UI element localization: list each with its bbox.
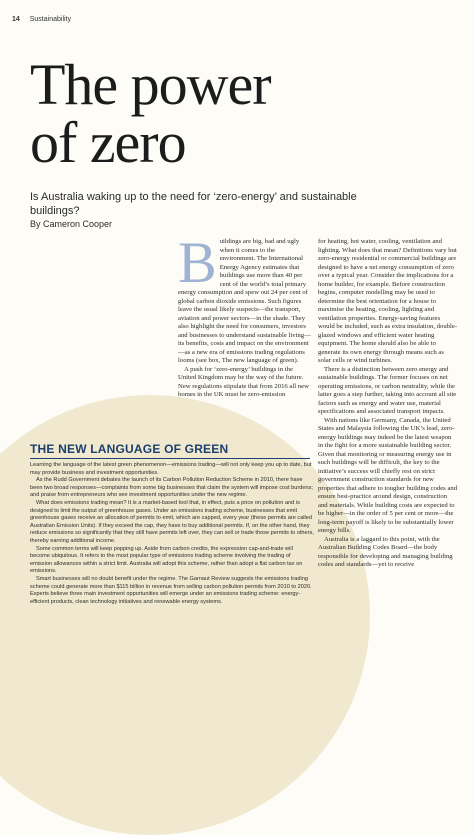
box-heading: THE NEW LANGUAGE OF GREEN: [30, 442, 229, 456]
column-b-paragraph-4: Australia is a laggard to this point, with the Australian Building Codes Board—the body responsible for developing and managing building codes and standards—yet to receive: [318, 535, 453, 568]
box-paragraph-1: Learning the language of the latest green phenomenon—emissions trading—will not only keep you up to date, but may provide business and investment opportunities.: [30, 462, 312, 476]
article-title: [30, 52, 271, 175]
column-b: [318, 238, 458, 570]
box-heading-rule: [30, 458, 310, 459]
column-b-paragraph-2: There is a distinction between zero energy and sustainable buildings. The former focuses on net operating emissions, or carbon neutrality, while the latter goes a step further, taking into account all site factors such as energy and water use, material specifications and associated transport impacts.: [318, 365, 457, 415]
box-paragraph-5: Smart businesses will no doubt benefit under the regime. The Garnaut Review suggests the emissions trading scheme could generate more than $115 billion in revenue from selling carbon pollution permits from 2010 to 2020. Experts believe three main investment opportunities will emerge under an emissions trading scheme: energy-efficient products, clean technology initiatives and renewable energy systems.: [30, 575, 312, 605]
page-number: 14: [12, 16, 20, 23]
box-paragraph-4: Some common terms will keep popping up. Aside from carbon credits, the expression cap-and-trade will become ubiquitous. It refers to the most popular type of emissions trading scheme involving the trading of emission allowances within a strict limit. Australia will adopt this scheme, rather than adopt a flat carbon tax on emissions.: [30, 545, 303, 575]
article-subtitle: Is Australia waking up to the need for ‘zero-energy’ and sustainable buildings?: [30, 191, 357, 217]
box-paragraph-3: What does emissions trading mean? It is a market-based tool that, in effect, puts a price on pollution and is designed to limit the output of greenhouse gases. Under an emissions trading scheme, businesses that emit greenhouse gases receive an allocation of permits to emit, which are capped, every year (these permits are called Australian Emission Units). If they exceed the cap, they have to buy additional permits. If, on the other hand, they reduce emissions so significantly that they still have permits left over, they can sell or trade those permits to others, thereby earning additional income.: [30, 499, 314, 544]
column-a: [178, 230, 311, 400]
background-circle: [0, 395, 370, 835]
title-line-1: The power: [30, 52, 271, 117]
box-paragraph-2: As the Rudd Government debates the launch of its Carbon Pollution Reduction Scheme in 2010, there have been two broad responses—complaints from some big businesses that claim the system will impose cost burdens; and praise from entrepreneurs who see investment opportunities under the new regime.: [30, 477, 313, 499]
section-label: Sustainability: [29, 16, 71, 23]
drop-cap: B: [178, 230, 217, 295]
byline: By Cameron Cooper: [30, 219, 113, 229]
column-b-paragraph-1: for heating, hot water, cooling, ventilation and lighting. What does that mean? Definitions vary but zero-energy residential or commercial buildings are designed to have a net energy consumption of zero over a typical year. Consider the implications for a home builder, for example. Before construction begins, computer modelling may be used to determine the best orientation for a house to maximise the heating, cooling, lighting and ventilation properties. Energy-saving features would be included, such as extra insulation, double-glazed windows and efficient water heating equipment. The home should also be able to generate its own energy through means such as solar cells or wind turbines.: [318, 238, 458, 364]
green-language-box: [30, 462, 314, 606]
title-line-2: of zero: [30, 110, 186, 175]
column-a-paragraph-1: uildings are big, bad and ugly when it comes to the environment. The International Energy Agency estimates that buildings use more than 40 per cent of the world’s total primary energy consumption and spew out 24 per cent of global carbon dioxide emissions. Such figures leave the usual likely suspects—the transport, aviation and power sectors—in the shade. They also highlight the need for consumers, investors and businesses to understand sustainable living—its benefits, costs and impact on the environment—as a new era of emissions trading regulations looms (see box, The new language of green).: [178, 238, 311, 364]
column-b-paragraph-3: With nations like Germany, Canada, the United States and Malaysia following the UK’s lead, zero-energy buildings may indeed be the latest weapon in the fight for a more sustainable building sector. Given that monitoring or measuring energy use in such buildings will be difficult, the key to the initiative’s success will chiefly rest on strict government construction standards for new properties that adhere to tougher building codes and ensure best-practice around design, construction and materials. While building costs are expected to be higher—in the order of 5 per cent or more—the long-term payoff is likely to be substantially lower energy bills.: [318, 416, 458, 534]
column-a-paragraph-2: A push for ‘zero-energy’ buildings in the United Kingdom may be the way of the future. New regulations stipulate that from 2016 all new homes in the UK must be zero-emission: [178, 365, 309, 398]
column-a-paragraph: [178, 230, 311, 366]
page-header: [12, 16, 71, 23]
